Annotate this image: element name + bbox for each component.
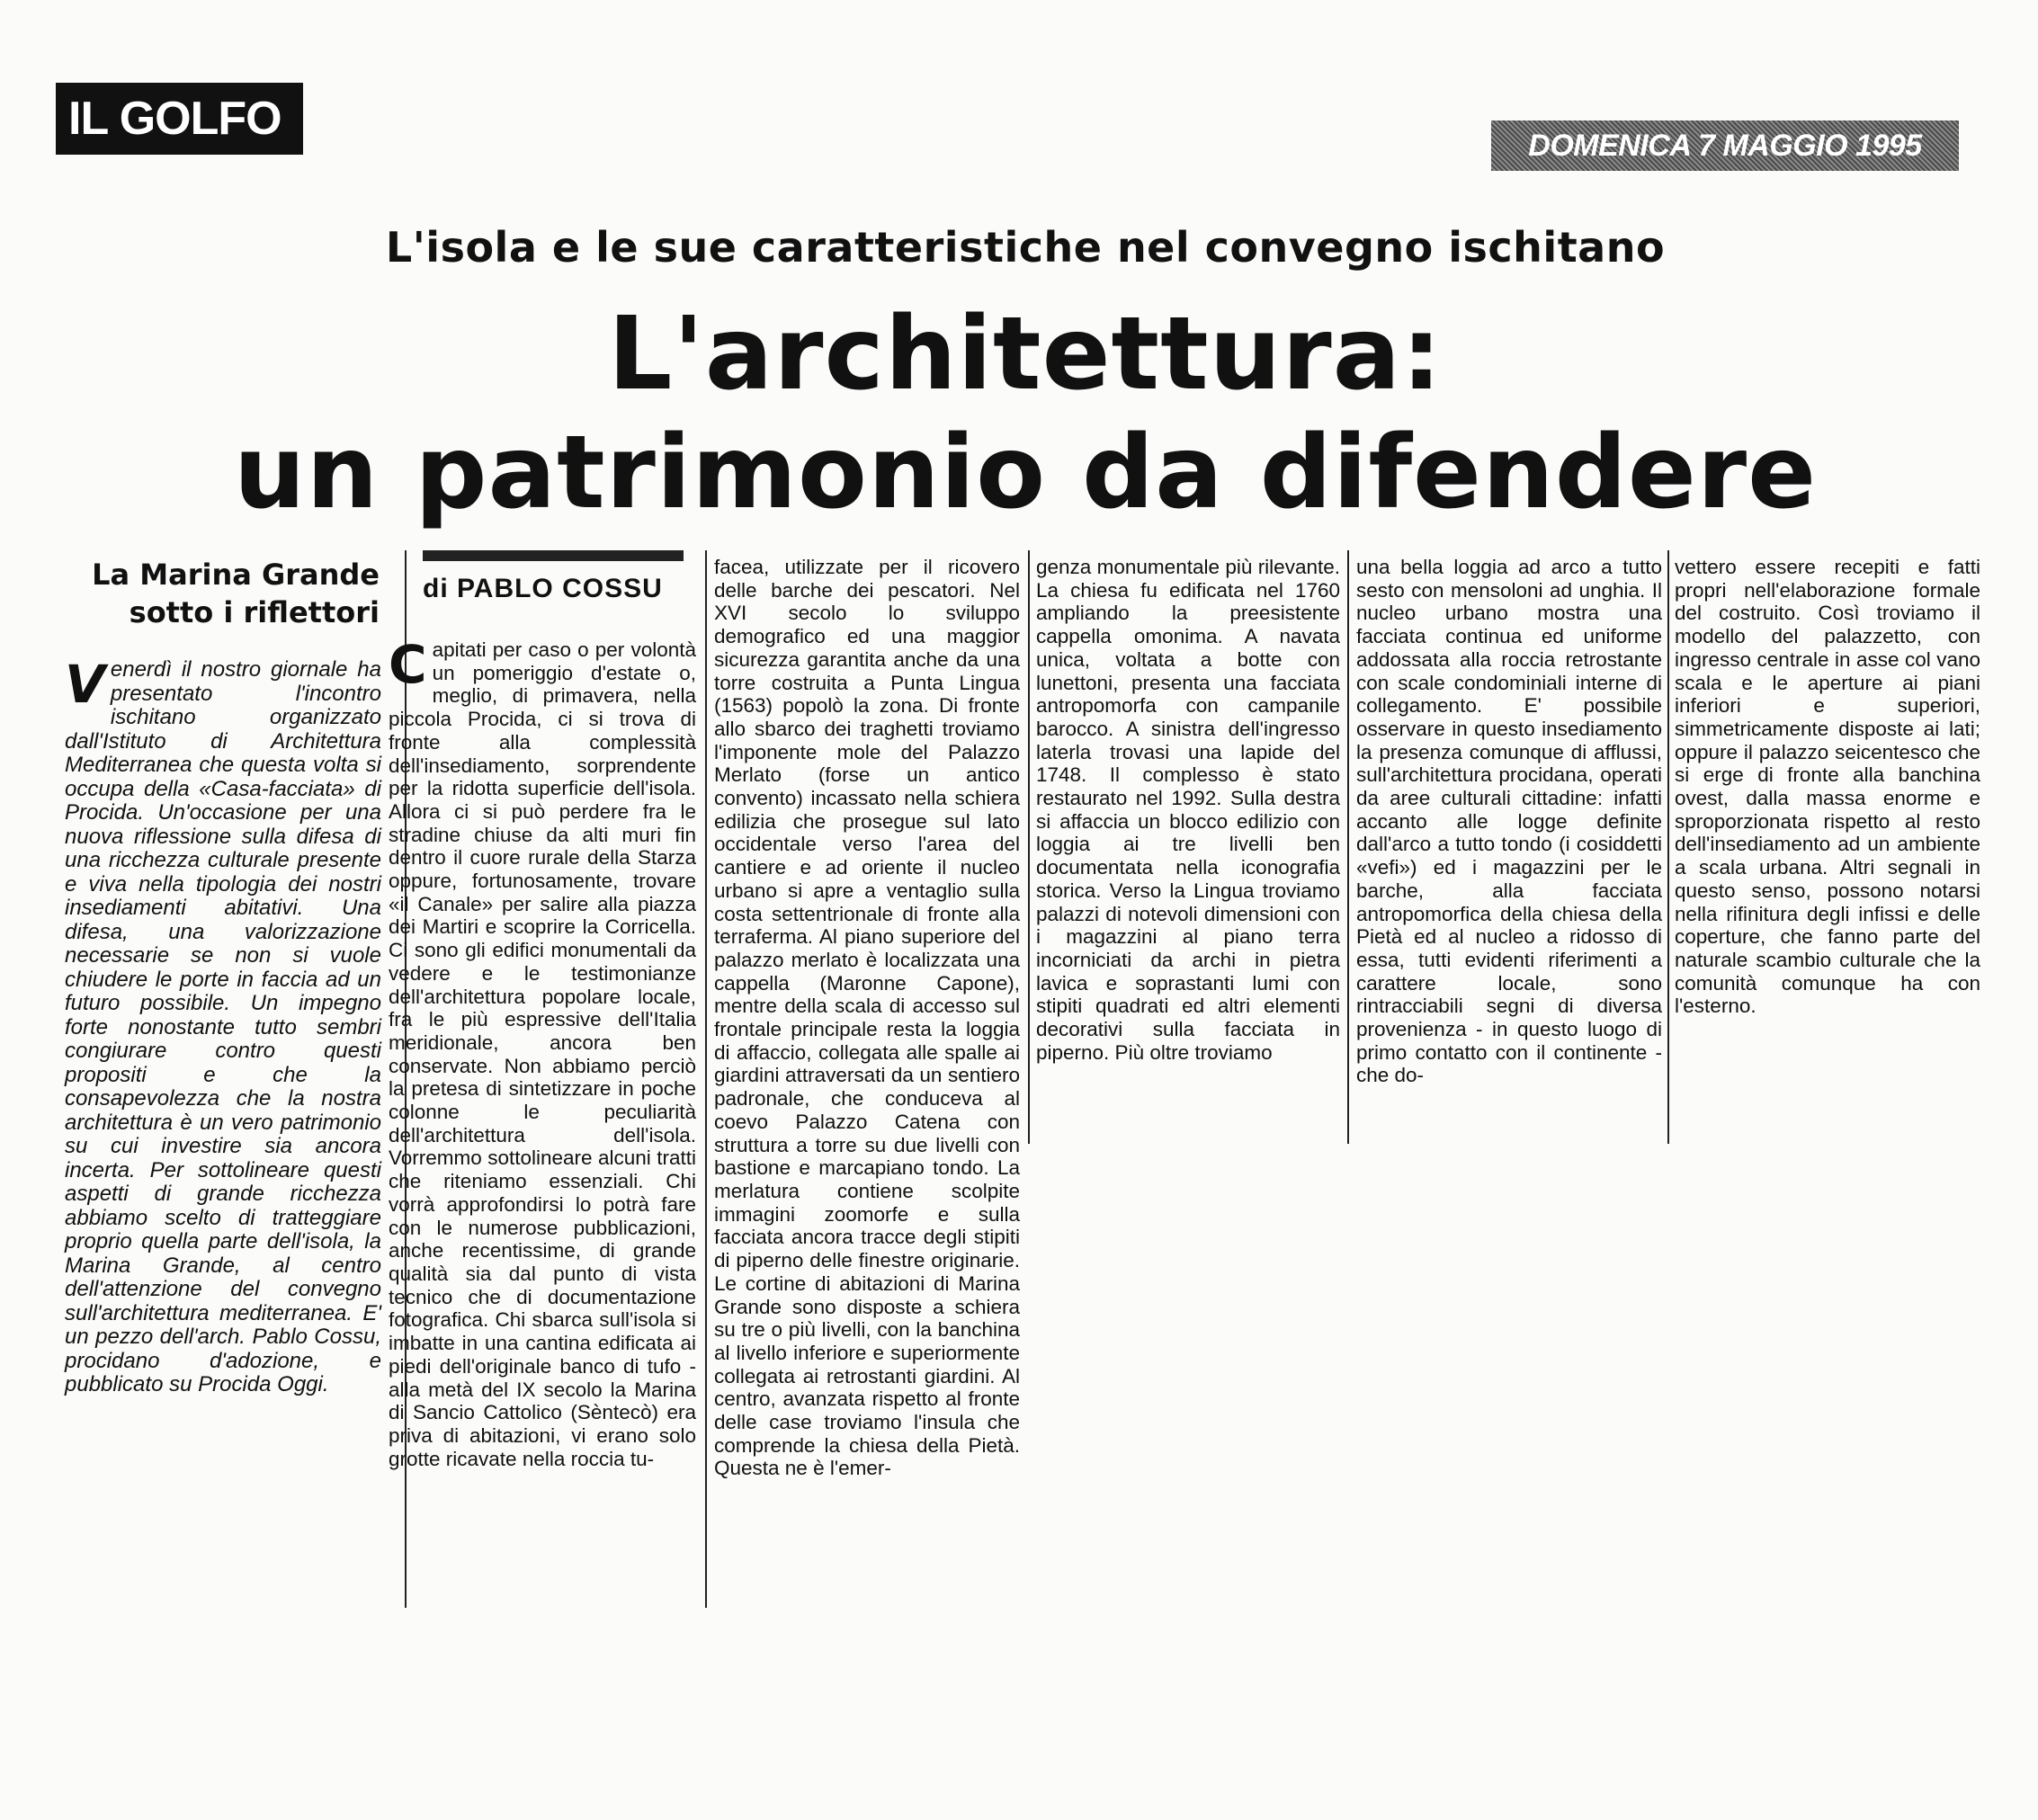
column-2-text: facea, utilizzate per il ricovero delle barche dei pescatori. Nel XVI secolo lo sviluppo demografico ed una maggior sicurezza garantita anche da una torre costruita a Punta Lingua (1563) popolò la zona. Di fronte allo sbarco dei traghetti troviamo l'imponente mole del Palazzo Merlato (forse un antico convento) incassato nella schiera edilizia che prosegue sul lato occidentale verso l'area del cantiere e ad oriente il nucleo urbano si apre a ventaglio sulla costa settentrionale di fronte alla terraferma. Al piano superiore del palazzo merlato è localizzata una cappella (Maronne Capone), mentre della scala di accesso sul frontale principale resta la loggia di affaccio, collegata alle spalle ai giardini attraversati da un sentiero padronale, che conduceva al coevo Palazzo Catena con struttura a torre su due livelli con bastione e marcapiano tondo. La merlatura contiene scolpite immagini zoomorfe e sulla facciata ancora tracce degli stipiti di piperno delle finestre originarie. Le cortine di abitazioni di Marina Grande sono disposte a schiera su tre o più livelli, con la banchina al livello inferiore e superiormente collegata ai retrostanti giardini. Al centro, avanzata rispetto al fronte delle case troviamo l'insula che comprende la chiesa della Pietà. Questa ne è l'emer- — [714, 556, 1020, 1480]
article-column-4 — [1356, 556, 1662, 1087]
article-column-1 — [389, 634, 696, 1470]
column-divider — [1028, 550, 1030, 1144]
sidebar-title: La Marina Grande sotto i riflettori — [92, 558, 380, 629]
column-3-text: genza monumentale più rilevante. La chiesa fu edificata nel 1760 ampliando la preesistente cappella omonima. A navata unica, voltata a botte con lunettoni, presenta una facciata antropomorfa con campanile barocco. A sinistra dell'ingresso laterla trovasi una lapide del 1748. Il complesso è stato restaurato nel 1992. Sulla destra si affaccia un blocco edilizio con loggia ai tre livelli ben documentata nella iconografia storica. Verso la Lingua troviamo palazzi di notevoli dimensioni con i magazzini al piano terra incorniciati da archi in pietra lavica e soprastanti lumi con stipiti quadrati ed altri elementi decorativi sulla facciata in piperno. Più oltre troviamo — [1036, 556, 1340, 1064]
article-dropcap: C — [389, 634, 427, 695]
column-divider — [1667, 550, 1669, 1144]
masthead-logo: IL GOLFO — [56, 83, 303, 155]
dateline: DOMENICA 7 MAGGIO 1995 — [1491, 120, 1959, 171]
article-column-2 — [714, 556, 1020, 1480]
column-4-text: una bella loggia ad arco a tutto sesto con mensoloni ad unghia. Il nucleo urbano mostra una facciata continua ed uniforme addossata alla roccia retrostante con scale condominiali interne di collegamento. E' possibile osservare in questo insediamento la presenza comunque di afflussi, sull'architettura procidana, operati da aree culturali cittadine: infatti accanto alle logge definite dall'arco a tutto tondo (i cosiddetti «vefi») ed i magazzini per le barche, alla facciata antropomorfica della chiesa della Pietà ed al nucleo a ridosso di essa, tutti evidenti riferimenti a carattere locale, sono rintracciabili segni di diversa provenienza - in questo luogo di primo contatto con il continente - che do- — [1356, 556, 1662, 1087]
column-divider — [705, 550, 707, 1608]
column-5-text: vettero essere recepiti e fatti propri nell'elaborazione formale del costruito. Così troviamo il modello del palazzetto, con ingresso centrale in asse col vano scala e le aperture ai piani inferiori e superiori, simmetricamente disposte ai lati; oppure il palazzo seicentesco che si erge di fronte alla banchina ovest, dalla massa enorme e sproporzionata rispetto al resto dell'insediamento ad un ambiente a scala urbana. Altri segnali in questo senso, possono notarsi nella rifinitura degli infissi e delle coperture, che fanno parte del naturale scambio culturale che la comunità comunque ha con l'esterno. — [1675, 556, 1980, 1018]
article-headline — [144, 295, 1907, 532]
intro-dropcap: V — [65, 654, 105, 715]
column-divider — [1347, 550, 1349, 1144]
intro-column — [65, 654, 381, 1397]
headline-line-2: un patrimonio da difendere — [233, 415, 1818, 531]
byline — [423, 550, 693, 604]
byline-author: di PABLO COSSU — [423, 574, 663, 603]
article-column-5 — [1675, 556, 1980, 1018]
column-1-text: apitati per caso o per volontà un pomeriggio d'estate o, meglio, di primavera, nella piccola Procida, ci si trova di fronte alla complessità dell'insediamento, sorprendente per la ridotta superficie dell'isola. Allora ci si può perdere fra le stradine chiuse da alti muri fin dentro il cuore rurale della Starza oppure, fortunosamente, trovare «il Canale» per salire alla piazza dei Martiri e scoprire la Corricella. Ci sono gli edifici monumentali da vedere e le testimonianze dell'architettura popolare locale, fra le più espressive dell'Italia meridionale, ancora ben conservate. Non abbiamo perciò la pretesa di sintetizzare in poche colonne le peculiarità dell'architettura dell'isola. Vorremmo sottolineare alcuni tratti che riteniamo essenziali. Chi vorrà approfondirsi lo potrà fare con le numerose pubblicazioni, anche recentissime, di grande qualità sia dal punto di vista tecnico che di documentazione fotografica. Chi sbarca sull'isola si imbatte in una cantina edificata ai piedi dell'originale banco di tufo - alla metà del IX secolo la Marina di Sancio Cattolico (Sèntecò) era priva di abitazioni, vi erano solo grotte ricavate nella roccia tu- — [389, 638, 696, 1470]
intro-text: enerdì il nostro giornale ha presentato l'incontro ischitano organizzato dall'Istituto di Architettura Mediterranea che questa volta si occupa della «Casa-facciata» di Procida. Un'occasione per una nuova riflessione sulla difesa di una ricchezza culturale presente e viva nella tipologia dei nostri insediamenti abitativi. Una difesa, una valorizzazione necessarie se non si vuole chiudere le porte in faccia ad un futuro possibile. Un impegno forte nonostante tutto sembri congiurare contro questi propositi e che la consapevolezza che la nostra architettura è un vero patrimonio su cui investire sia ancora incerta. Per sottolineare questi aspetti di grande ricchezza abbiamo scelto di tratteggiare proprio quella parte dell'isola, la Marina Grande, al centro dell'attenzione del convegno sull'architettura mediterranea. E' un pezzo dell'arch. Pablo Cossu, procidano d'adozione, e pubblicato su Procida Oggi. — [65, 657, 381, 1396]
headline-line-1: L'architettura: — [608, 296, 1443, 413]
article-kicker: L'isola e le sue caratteristiche nel convegno ischitano — [385, 223, 1666, 272]
byline-rule — [423, 550, 684, 561]
article-column-3 — [1036, 556, 1340, 1064]
